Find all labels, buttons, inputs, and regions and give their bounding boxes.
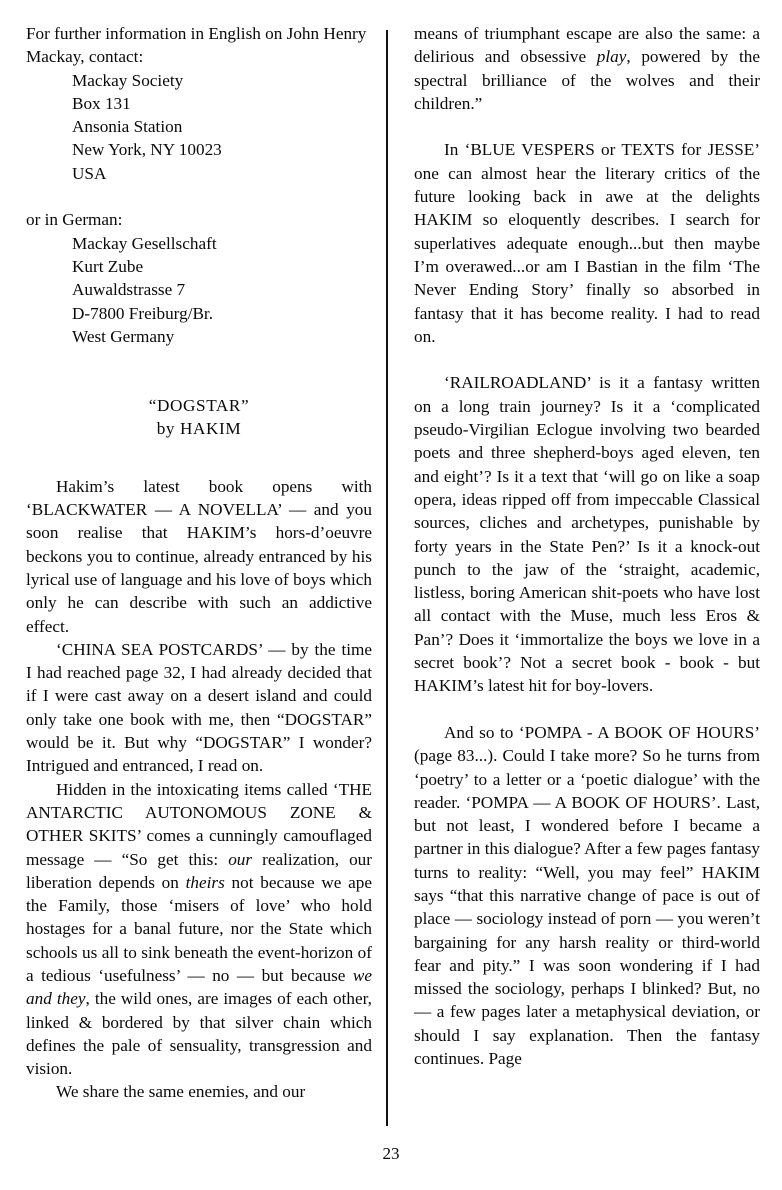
address-line: Mackay Gesellschaft [72,233,217,253]
body-paragraph: ‘CHINA SEA POSTCARDS’ — by the time I had reached page 32, I had already decided that if I were cast away on a desert island and could only take one book with me, then “DOGSTAR” would be it. But why “DOGSTAR” I wonder? Intrigued and entranced, I read on. [26,639,372,776]
address-line: D-7800 Freiburg/Br. [72,303,213,323]
body-paragraph: Hakim’s latest book opens with ‘BLACKWATER — A NOVELLA’ — and you soon realise that HAKIM’s hors-d’oeuvre beckons you to continue, already entranced by his lyrical use of language and his love of boys which only he can describe with such an addictive effect. [26,476,372,636]
review-title: “DOGSTAR” [148,396,250,416]
page-number: 23 [382,1144,400,1163]
review-byline: by HAKIM [156,419,242,439]
address-line: Ansonia Station [72,117,183,137]
address-line: Mackay Society [72,70,184,90]
address-line: West Germany [72,326,175,346]
body-paragraph-antarctic [26,778,372,1081]
paragraph-segment: realization, our liberation depends on [26,849,372,892]
contact-intro-paragraph: For further information in English on John Henry Mackay, contact: [26,24,367,67]
emphasis-theirs: theirs [185,872,225,892]
emphasis-we-and-they: we and they [26,965,372,1009]
german-address-block [26,232,372,348]
paragraph-segment: , the wild ones, are images of each other, linked & bordered by that silver chain which defines the pale of sensuality, transgression and vision. [26,989,372,1079]
address-line: Auwaldstrasse 7 [72,280,186,300]
address-line: Kurt Zube [72,256,144,276]
body-paragraph-continuation [414,22,760,115]
address-line: New York, NY 10023 [72,140,222,160]
paragraph-segment: Hidden in the intoxicating items called ‘THE ANTARCTIC AUTONOMOUS ZONE & OTHER SKITS’ comes a cunningly camouflaged message — “So get this: [26,779,372,869]
right-column [414,22,760,1070]
body-paragraph: And so to ‘POMPA - A BOOK OF HOURS’ (page 83...). Could I take more? So he turns from ‘poetry’ to a letter or a ‘poetic dialogue’ with the reader. ‘POMPA — A BOOK OF HOURS’. Last, but not least, I wondered before I became a partner in this dialogue? After a few pages fantasy turns to reality: “Well, you may feel” HAKIM says “that this narrative change of pace is out of place — sociology instead of porn — you weren’t bargaining for any harsh reality or third-world fear and pity.” I was soon wondering if I had missed the sociology, perhaps I blinked? But, no — a few pages later a metaphysical deviation, or should I say explanation. Then the fantasy continues. Page [414,722,760,1069]
body-paragraph: In ‘BLUE VESPERS or TEXTS for JESSE’ one can almost hear the literary critics of the future looking back in awe at the delights HAKIM so eloquently describes. I search for superlatives adequate enough...but then maybe I’m overawed...or am I Bastian in the film ‘The Never Ending Story’ finally so absorbed in fantasy that it has become reality. I had to read on. [414,140,760,346]
left-column [26,22,372,1104]
paragraph-segment: not because we ape the Family, those ‘misers of love’ who hold hostages for a banal future, nor the State which schools us all to sink beneath the event-horizon of a tedious ‘usefulness’ — no — but because [26,872,372,985]
address-line: Box 131 [72,93,131,113]
english-address-block [26,69,372,185]
german-intro-paragraph: or in German: [26,210,123,230]
column-divider-rule [386,30,388,1126]
review-heading [26,394,372,441]
body-paragraph: ‘RAILROADLAND’ is it a fantasy written on a long train journey? Is it a ‘complicated pseudo-Virgilian Eclogue involving two bearded poets and three shepherd-boys aged eleven, ten and eight’? Is it a text that ‘will go on like a soap opera, ideas ripped off from impeccable Classical sources, cliches and archetypes, punishable by forty years in the State Pen?’ Is it a knock-out punch to the jaw of the ‘straight, academic, listless, boring American shit-poets who have lost all contact with the Muse, much less Eros & Pan’? Does it ‘immortalize the boys we love in a secret book’? Not a secret book - book - but HAKIM’s latest hit for boy-lovers. [414,373,760,696]
emphasis-play: play [596,47,627,67]
body-paragraph-carryover: We share the same enemies, and our [56,1082,306,1102]
address-line: USA [72,163,107,183]
emphasis-our: our [228,849,253,869]
paragraph-segment: means of triumphant escape are also the same: a delirious and obsessive [414,24,760,67]
paragraph-segment: , powered by the spectral brilliance of the wolves and their children.” [414,47,760,113]
